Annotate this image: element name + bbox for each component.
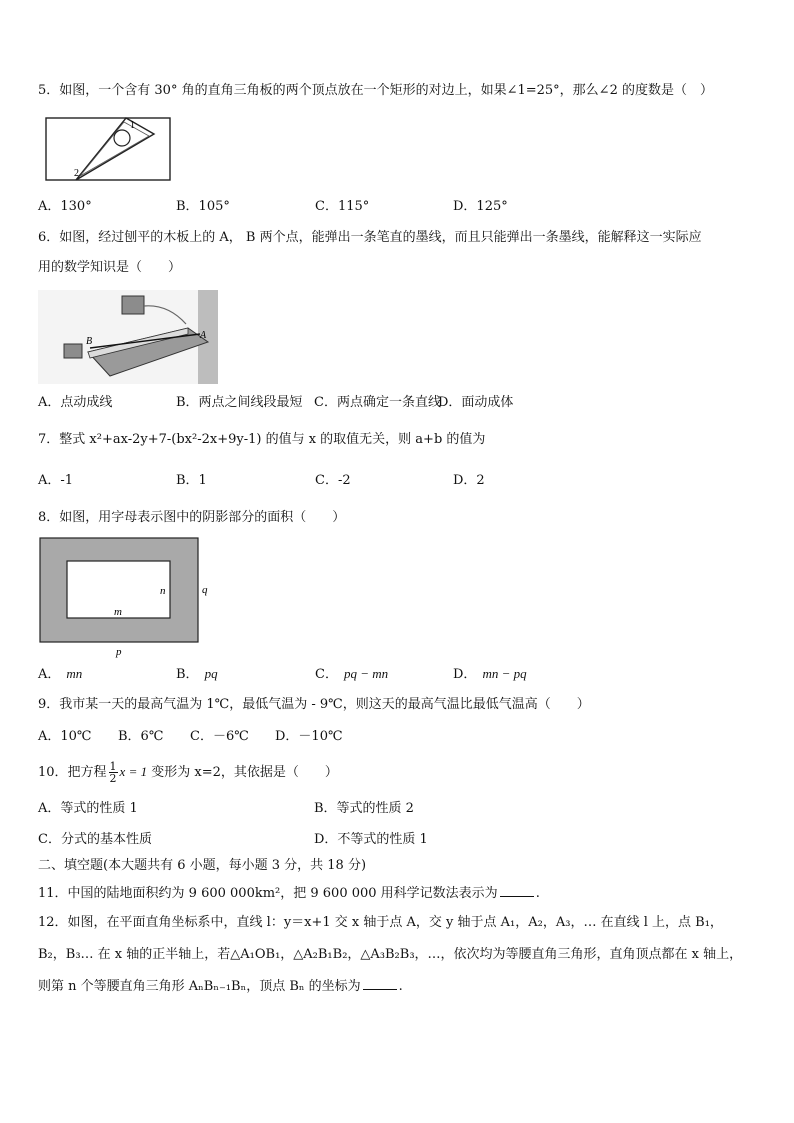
q8-stem: 8．如图，用字母表示图中的阴影部分的面积（ ）: [38, 510, 346, 525]
q10-equation: x = 1: [119, 764, 148, 779]
q6-option-c: C．两点确定一条直线: [314, 395, 441, 410]
q8-option-d-letter: D．: [453, 667, 477, 682]
q10-fraction-numerator: 1: [109, 760, 117, 773]
q11-stem-prefix: 11．中国的陆地面积约为 9 600 000km²，把 9 600 000 用科学记数法表示为: [38, 886, 498, 901]
q7-stem: [38, 431, 485, 449]
q9-option-b: B．6℃: [118, 729, 164, 744]
q6-option-a: A．点动成线: [38, 395, 113, 410]
q5-angle1-label: 1: [130, 120, 135, 131]
q7-stem-prefix: 7．整式: [38, 432, 90, 447]
q8-option-a-expr: mn: [66, 666, 83, 681]
q10-option-b: B．等式的性质 2: [314, 801, 414, 816]
q10-option-d: D．不等式的性质 1: [314, 832, 428, 847]
q5-angle2-label: 2: [74, 168, 79, 179]
q5-option-c: C．115°: [315, 199, 370, 214]
q10-stem: [38, 760, 338, 785]
q8-option-b-expr: pq: [204, 666, 218, 681]
q8-figure: [38, 536, 218, 660]
q10-fraction: [109, 761, 118, 784]
section-heading-fill-in: 二、填空题(本大题共有 6 小题，每小题 3 分，共 18 分): [38, 858, 367, 873]
q11-answer-blank: [500, 884, 534, 897]
q11-stem: [38, 884, 540, 903]
q12-line3-suffix: .: [398, 979, 403, 994]
q12-line1: 12．如图，在平面直角坐标系中，直线 l：y＝x+1 交 x 轴于点 A，交 y 轴于点 A₁，A₂，A₃，… 在直线 l 上，点 B₁，: [38, 915, 723, 930]
q8-label-n: n: [160, 585, 166, 597]
q6-option-d: D．面动成体: [438, 395, 514, 410]
q8-option-d: [453, 665, 527, 684]
q5-stem: 5．如图，一个含有 30° 角的直角三角板的两个顶点放在一个矩形的对边上，如果∠1=25°，那么∠2 的度数是（ ）: [38, 83, 713, 98]
q7-option-a: A．-1: [38, 473, 74, 488]
q10-stem-prefix: 10．把方程: [38, 765, 107, 780]
q12-line3: [38, 977, 403, 996]
q8-option-c: [315, 665, 388, 684]
q6-option-b: B．两点之间线段最短: [176, 395, 303, 410]
q6-point-b-label: B: [86, 336, 93, 347]
q8-option-a-letter: A．: [38, 667, 61, 682]
q7-expression: x²+ax-2y+7-(bx²-2x+9y-1): [89, 432, 262, 447]
q5-figure: [44, 116, 174, 184]
q8-option-c-expr: pq − mn: [343, 666, 389, 681]
q12-line2: B₂，B₃… 在 x 轴的正半轴上，若△A₁OB₁，△A₂B₁B₂，△A₃B₂B₃，…，依次均为等腰直角三角形，直角顶点都在 x 轴上，: [38, 947, 743, 962]
q9-option-d: D．－10℃: [275, 729, 343, 744]
q7-option-b: B．1: [176, 473, 207, 488]
q9-stem: 9．我市某一天的最高气温为 1℃，最低气温为 - 9℃，则这天的最高气温比最低气温高（ ）: [38, 697, 590, 712]
q8-label-m: m: [114, 606, 122, 618]
q9-option-c: C．－6℃: [190, 729, 249, 744]
q6-point-a-label: A: [200, 330, 207, 341]
q12-line3-prefix: 则第 n 个等腰直角三角形 AₙBₙ₋₁Bₙ，顶点 Bₙ 的坐标为: [38, 979, 361, 994]
q8-option-c-letter: C．: [315, 667, 338, 682]
q7-stem-suffix: 的值与 x 的取值无关，则 a+b 的值为: [261, 432, 486, 447]
q10-option-c: C．分式的基本性质: [38, 832, 152, 847]
q8-option-b: [176, 665, 218, 684]
q7-option-c: C．-2: [315, 473, 351, 488]
q8-option-b-letter: B．: [176, 667, 199, 682]
q7-option-d: D．2: [453, 473, 485, 488]
q8-label-q: q: [202, 584, 208, 596]
q8-option-a: [38, 665, 82, 684]
q5-option-a: A．130°: [38, 199, 92, 214]
q10-fraction-denominator: 2: [109, 772, 117, 785]
q10-stem-suffix: 变形为 x=2，其依据是（ ）: [147, 765, 338, 780]
q12-answer-blank: [363, 977, 397, 990]
q9-option-a: A．10℃: [38, 729, 92, 744]
q8-option-d-expr: mn − pq: [482, 666, 527, 681]
q8-label-p: p: [116, 646, 122, 658]
q11-stem-suffix: .: [535, 886, 540, 901]
q5-option-d: D．125°: [453, 199, 508, 214]
q6-stem-line2: 用的数学知识是（ ）: [38, 260, 182, 275]
q6-stem-line1: 6．如图，经过刨平的木板上的 A， B 两个点，能弹出一条笔直的墨线，而且只能弹出一条墨线，能解释这一实际应: [38, 230, 702, 245]
q6-figure: [38, 290, 218, 384]
q5-option-b: B．105°: [176, 199, 230, 214]
q10-option-a: A．等式的性质 1: [38, 801, 138, 816]
